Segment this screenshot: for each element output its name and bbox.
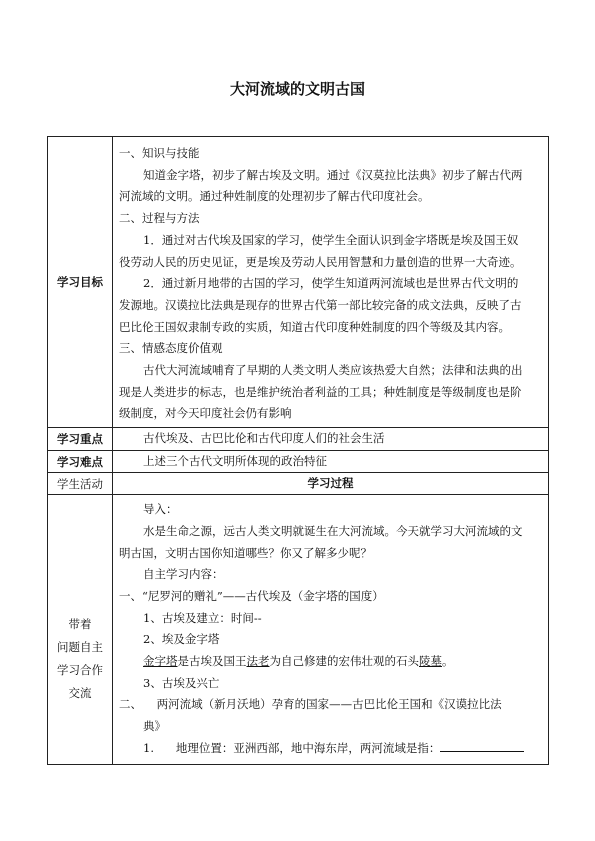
process-text: 。 <box>442 654 454 669</box>
objective-line: 现是人类进步的标志，也是维护统治者利益的工具；种姓制度是等级制度也是阶 <box>119 384 522 399</box>
activity-side-line: 学习合作 <box>57 663 103 678</box>
difficulty-row <box>48 451 549 473</box>
objective-line: 知道金字塔，初步了解古埃及文明。通过《汉莫拉比法典》初步了解古代两 <box>143 167 523 182</box>
difficulty-label: 学习难点 <box>48 451 113 473</box>
objective-line: 一、知识与技能 <box>119 146 200 160</box>
activity-side-cell <box>48 495 113 764</box>
difficulty-content <box>113 451 549 473</box>
objective-line: 2．通过新月地带的古国的学习，使学生知道两河流域也是世界古代文明的 <box>143 276 519 291</box>
objectives-content <box>113 137 549 428</box>
pharaoh-term: 法老 <box>246 654 270 669</box>
objective-line: 级制度，对今天印度社会仍有影响 <box>119 406 292 421</box>
process-text: 是古埃及国王 <box>177 654 247 669</box>
process-content <box>113 495 549 764</box>
process-line: 1、古埃及建立：时间-- <box>143 610 262 625</box>
objective-line: 巴比伦王国奴隶制专政的实质，知道古代印度种姓制度的四个等级及其内容。 <box>119 319 510 334</box>
process-row <box>48 495 549 764</box>
objective-line: 1．通过对古代埃及国家的学习，使学生全面认识到金字塔既是埃及国王奴 <box>143 232 519 247</box>
process-line <box>119 738 542 760</box>
objective-line: 三、情感态度价值观 <box>119 341 223 356</box>
process-line: 自主学习内容： <box>143 567 224 582</box>
process-text: 为自己修建的宏伟壮观的石头 <box>269 654 419 669</box>
process-line: 导入： <box>143 502 178 517</box>
activity-side-line: 交流 <box>68 686 92 701</box>
answer-blank[interactable] <box>440 739 524 752</box>
activity-side-line: 带着 <box>68 617 92 632</box>
process-line: 3、古埃及兴亡 <box>143 675 220 690</box>
objective-line: 二、过程与方法 <box>119 211 200 226</box>
lesson-table <box>47 136 549 765</box>
activity-header-row <box>48 473 549 495</box>
difficulty-text: 上述三个古代文明所体现的政治特征 <box>143 454 327 469</box>
objective-line: 发源地。汉谟拉比法典是现存的世界古代第一部比较完备的成文法典，反映了古 <box>119 297 522 312</box>
key-point-text: 古代埃及、古巴比伦和古代印度人们的社会生活 <box>143 431 385 446</box>
activity-header-label: 学生活动 <box>48 473 113 495</box>
pyramid-term: 金字塔 <box>143 654 178 669</box>
objective-line: 河流域的文明。通过种姓制度的处理初步了解古代印度社会。 <box>119 189 430 204</box>
activity-side-line: 问题自主 <box>57 640 103 655</box>
objective-line: 古代大河流域哺育了早期的人类文明人类应该热爱大自然；法律和法典的出 <box>143 363 523 378</box>
process-line: 二、 两河流域（新月沃地）孕育的国家——古巴比伦王国和《汉谟拉比法 <box>119 697 502 712</box>
process-line: 明古国，文明古国你知道哪些？你又了解多少呢？ <box>119 545 372 560</box>
process-line: 一、“尼罗河的赠礼”——古代埃及（金字塔的国度） <box>119 588 384 603</box>
process-line: 典》 <box>143 719 166 734</box>
process-line: 2、埃及金字塔 <box>143 632 220 647</box>
objectives-label: 学习目标 <box>48 137 113 428</box>
activity-header-content <box>113 473 549 495</box>
objective-line: 役劳动人民的历史见证，更是埃及劳动人民用智慧和力量创造的世界一大奇迹。 <box>119 254 522 269</box>
process-heading: 学习过程 <box>307 476 354 491</box>
key-point-row <box>48 428 549 451</box>
process-text: 1. 地理位置：亚洲西部，地中海东岸，两河流域是指： <box>143 740 441 755</box>
process-line: 水是生命之源，远古人类文明就诞生在大河流域。今天就学习大河流域的文 <box>143 523 523 538</box>
objectives-row <box>48 137 549 428</box>
key-point-content <box>113 428 549 451</box>
process-line <box>119 651 542 673</box>
page-title: 大河流域的文明古国 <box>229 80 365 98</box>
key-point-label: 学习重点 <box>48 428 113 451</box>
tomb-term: 陵墓 <box>419 654 442 669</box>
